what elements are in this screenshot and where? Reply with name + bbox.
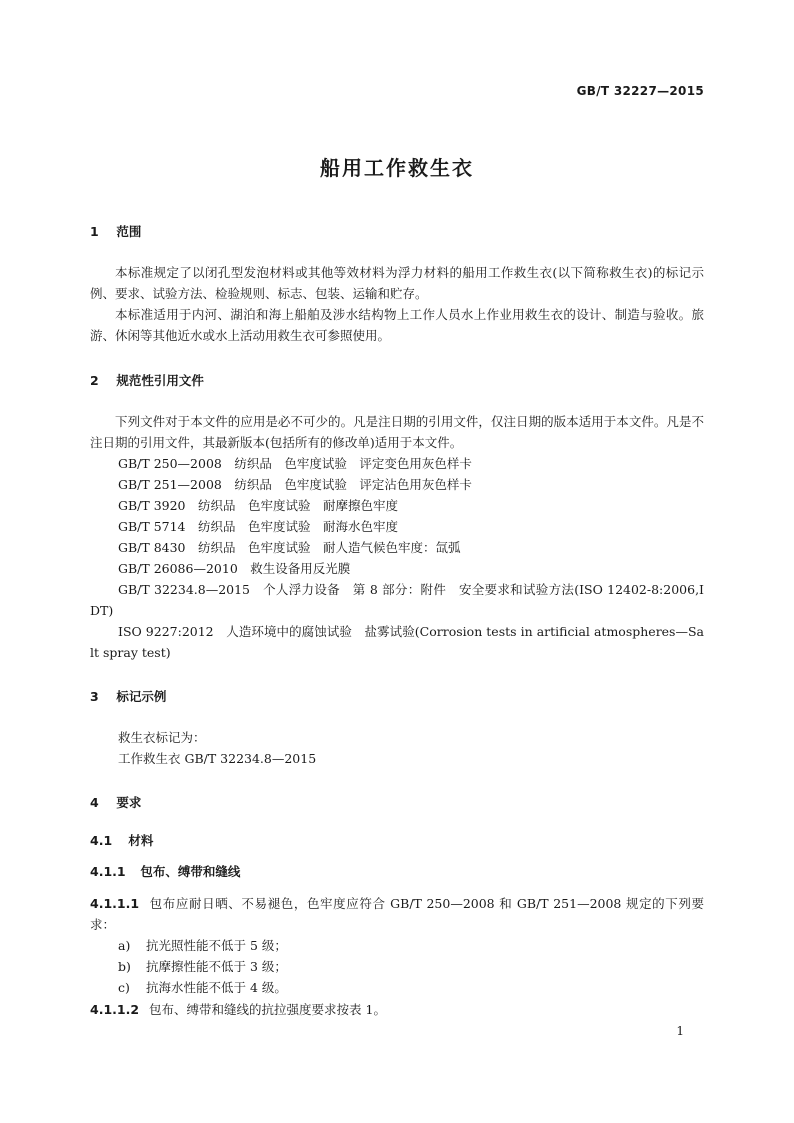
section-title: 包布、缚带和缝线 (140, 864, 241, 879)
section-1-heading (90, 224, 141, 240)
marking-example: 工作救生衣 GB/T 32234.8—2015 (118, 751, 317, 766)
section-number: 2 (90, 373, 99, 388)
references-intro: 下列文件对于本文件的应用是必不可少的。凡是注日期的引用文件，仅注日期的版本适用于本文件。凡是不注日期的引用文件，其最新版本(包括所有的修改单)适用于本文件。 (90, 414, 704, 450)
reference-item: GB/T 26086—2010 救生设备用反光膜 (118, 561, 351, 576)
clause-4-1-1-1 (90, 893, 704, 935)
section-number: 3 (90, 689, 99, 704)
reference-item: GB/T 251—2008 纺织品 色牢度试验 评定沾色用灰色样卡 (118, 477, 472, 492)
section-title: 材料 (128, 833, 154, 848)
section-number: 4.1.1 (90, 864, 126, 879)
list-item-label: c) (118, 980, 130, 995)
clause-4-1-1-2 (90, 999, 704, 1020)
scope-paragraph-1: 本标准规定了以闭孔型发泡材料或其他等效材料为浮力材料的船用工作救生衣(以下简称救生衣)的标记示例、要求、试验方法、检验规则、标志、包装、运输和贮存。 (90, 265, 704, 301)
standard-code: GB/T 32227—2015 (576, 84, 704, 98)
clause-text: 包布、缚带和缝线的抗拉强度要求按表 1。 (149, 1002, 386, 1017)
list-item-label: a) (118, 938, 131, 953)
reference-item: GB/T 250—2008 纺织品 色牢度试验 评定变色用灰色样卡 (118, 456, 472, 471)
list-item-text: 抗海水性能不低于 4 级。 (146, 980, 287, 995)
reference-item: GB/T 32234.8—2015 个人浮力设备 第 8 部分：附件 安全要求和试验方法(ISO 12402-8:2006,IDT) (90, 582, 704, 618)
marking-intro: 救生衣标记为： (118, 730, 206, 745)
reference-item: GB/T 8430 纺织品 色牢度试验 耐人造气候色牢度：氙弧 (118, 540, 461, 555)
subsection-4-1-heading (90, 833, 153, 849)
page-number: 1 (676, 1024, 684, 1038)
section-number: 4.1 (90, 833, 113, 848)
document-title: 船用工作救生衣 (320, 156, 474, 180)
list-item-label: b) (118, 959, 131, 974)
section-4-heading (90, 795, 141, 811)
section-3-heading (90, 689, 166, 705)
list-item (118, 977, 287, 998)
reference-item: GB/T 3920 纺织品 色牢度试验 耐摩擦色牢度 (118, 498, 399, 513)
reference-item: ISO 9227:2012 人造环境中的腐蚀试验 盐雾试验(Corrosion tests in artificial atmospheres—Salt spray test) (90, 624, 704, 660)
section-2-heading (90, 373, 204, 389)
clause-number: 4.1.1.1 (90, 896, 140, 911)
section-title: 标记示例 (116, 689, 167, 704)
clause-number: 4.1.1.2 (90, 1002, 140, 1017)
clause-text: 包布应耐日晒、不易褪色，色牢度应符合 GB/T 250—2008 和 GB/T 251—2008 规定的下列要求： (90, 896, 704, 932)
list-item (118, 935, 287, 956)
section-title: 要求 (116, 795, 142, 810)
section-title: 规范性引用文件 (116, 373, 204, 388)
section-number: 4 (90, 795, 99, 810)
scope-paragraph-2: 本标准适用于内河、湖泊和海上船舶及涉水结构物上工作人员水上作业用救生衣的设计、制造与验收。旅游、休闲等其他近水或水上活动用救生衣可参照使用。 (90, 307, 704, 343)
subsection-4-1-1-heading (90, 864, 240, 880)
list-item (118, 956, 287, 977)
reference-item: GB/T 5714 纺织品 色牢度试验 耐海水色牢度 (118, 519, 399, 534)
list-item-text: 抗摩擦性能不低于 3 级； (146, 959, 287, 974)
section-number: 1 (90, 224, 99, 239)
list-item-text: 抗光照性能不低于 5 级； (146, 938, 287, 953)
section-title: 范围 (116, 224, 142, 239)
